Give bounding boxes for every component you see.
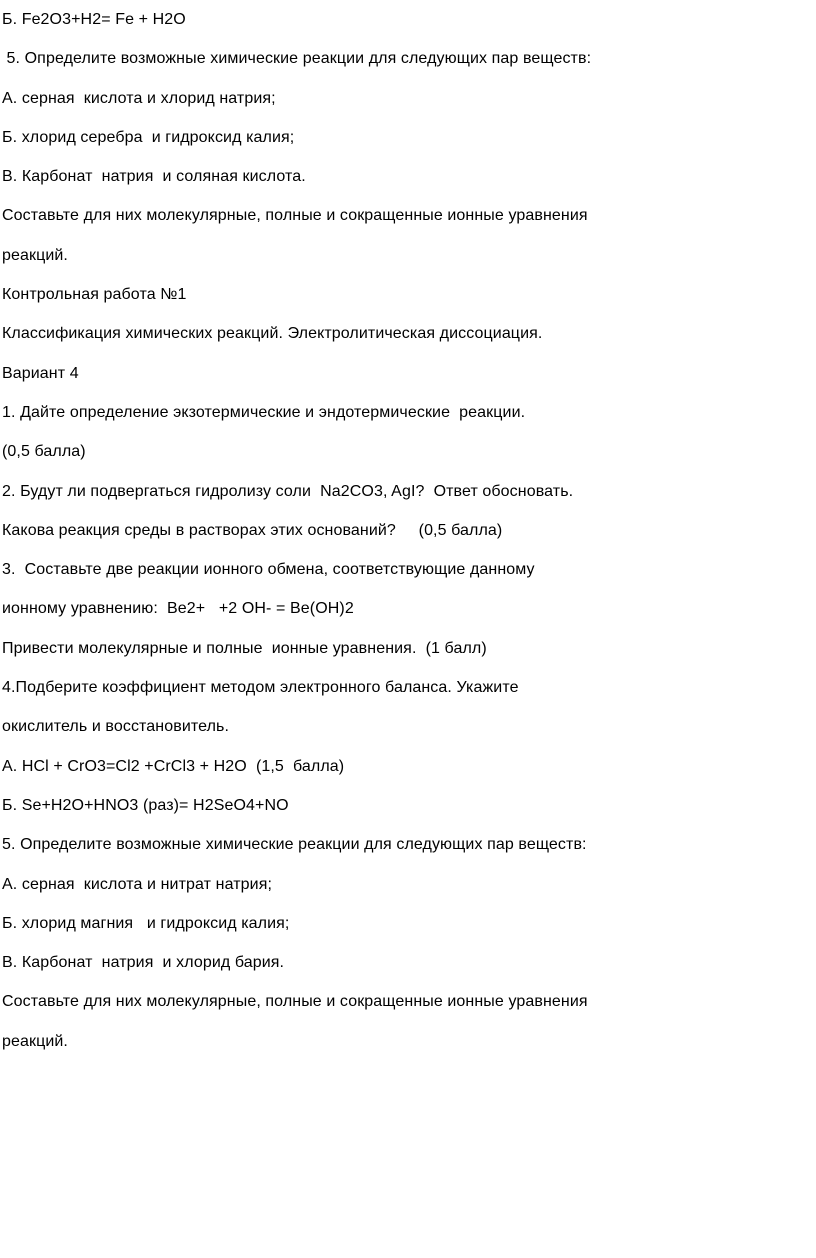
document-page	[2, 0, 812, 1061]
text-line: 3. Составьте две реакции ионного обмена, соответствующие данному	[2, 561, 535, 579]
heading-line: Вариант 4	[2, 364, 79, 382]
text-line: Привести молекулярные и полные ионные уравнения. (1 балл)	[2, 639, 487, 657]
text-line: 5. Определите возможные химические реакции для следующих пар веществ:	[2, 50, 592, 68]
text-line: Б. Se+H2O+HNO3 (раз)= H2SeO4+NO	[2, 796, 289, 814]
text-line: окислитель и восстановитель.	[2, 718, 229, 736]
text-line: 5. Определите возможные химические реакции для следующих пар веществ:	[2, 836, 587, 854]
text-line: Какова реакция среды в растворах этих оснований? (0,5 балла)	[2, 521, 503, 539]
text-line: реакций.	[2, 1032, 68, 1050]
text-line: 2. Будут ли подвергаться гидролизу соли Na2CO3, AgI? Ответ обосновать.	[2, 482, 574, 500]
text-line: А. HCl + CrO3=Cl2 +CrCl3 + H2O (1,5 балла)	[2, 757, 345, 775]
heading-line: Классификация химических реакций. Электролитическая диссоциация.	[2, 325, 543, 343]
text-line: Б. хлорид магния и гидроксид калия;	[2, 914, 290, 932]
text-line: А. серная кислота и хлорид натрия;	[2, 89, 276, 107]
text-line: В. Карбонат натрия и хлорид бария.	[2, 954, 285, 972]
text-line: 1. Дайте определение экзотермические и эндотермические реакции.	[2, 403, 526, 421]
text-line: Б. Fe2O3+H2= Fe + H2O	[2, 11, 186, 28]
text-line: В. Карбонат натрия и соляная кислота.	[2, 168, 306, 186]
text-line: Составьте для них молекулярные, полные и сокращенные ионные уравнения	[2, 207, 588, 225]
text-line: Б. хлорид серебра и гидроксид калия;	[2, 128, 295, 146]
text-line: Составьте для них молекулярные, полные и сокращенные ионные уравнения	[2, 993, 588, 1011]
text-line: (0,5 балла)	[2, 443, 86, 461]
text-line: А. серная кислота и нитрат натрия;	[2, 875, 272, 893]
text-line: реакций.	[2, 246, 68, 264]
text-line: ионному уравнению: Be2+ +2 OH- = Be(OH)2	[2, 600, 354, 618]
text-line: 4.Подберите коэффициент методом электронного баланса. Укажите	[2, 679, 519, 697]
heading-line: Контрольная работа №1	[2, 286, 187, 304]
